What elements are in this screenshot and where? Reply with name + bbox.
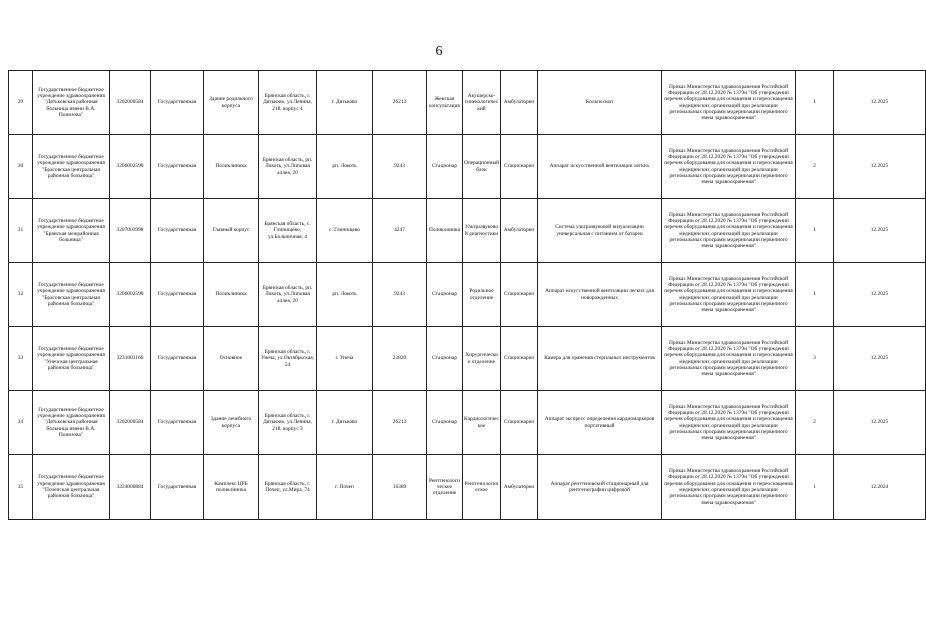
equipment-quantity: 1 [796,71,834,135]
equipment-quantity: 1 [796,455,834,520]
care-conditions: Стационарно [501,391,538,455]
equipment-name: Аппарат искусственной вентиляции легких для новорожденных [538,263,662,327]
page-number: 6 [435,44,443,59]
building-address: Брянская область, г. Дятьково, ул.Ленина, 218, корпус 4 [259,71,317,135]
table-row [9,135,926,199]
legal-basis: Приказ Министерства здравоохранения Российской Федерации от 28.12.2020 № 1379н "Об утверждении перечня оборудования для оснащения и переоснащения медицинских организаций при реализации региональных программ модернизации первичного звена здравоохранения" [662,199,796,263]
locality-name: г. Дятьково [317,71,373,135]
building-name: Поликлиника [204,135,259,199]
row-number: 33 [9,327,33,391]
ownership-form: Государственная [151,391,204,455]
equipment-quantity: 2 [796,135,834,199]
care-conditions: Стационарно [501,327,538,391]
row-number: 35 [9,455,33,520]
ownership-form: Государственная [151,455,204,520]
organization-name: Государственное бюджетное учреждение здравоохранения "Унечская центральная районная больница" [33,327,110,391]
row-number: 34 [9,391,33,455]
equipment-name: Камера для хранения стерильных инструментов [538,327,662,391]
locality-code: 22820 [373,327,427,391]
row-number: 30 [9,135,33,199]
department-type: Рентгенологическое отделение [427,455,463,520]
organization-code: 3206002590 [110,135,151,199]
ownership-form: Государственная [151,199,204,263]
row-number: 29 [9,71,33,135]
organization-code: 3231001166 [110,327,151,391]
care-conditions: Стационарно [501,135,538,199]
organization-code: 3202000584 [110,391,151,455]
department-unit: Операционный блок [463,135,501,199]
building-address: Брянская область, с. Глинищево, ул.Больничная, 4 [259,199,317,263]
building-name: Комплекс ЦРБ поликлиника [204,455,259,520]
row-number: 31 [9,199,33,263]
legal-basis: Приказ Министерства здравоохранения Российской Федерации от 28.12.2020 № 1379н "Об утверждении перечня оборудования для оснащения и переоснащения медицинских организаций при реализации региональных программ модернизации первичного звена здравоохранения" [662,327,796,391]
equipment-name: Аппарат экспресс определения кардиомаркеров портативный [538,391,662,455]
building-name: Здание лечебного корпуса [204,391,259,455]
locality-code: 26213 [373,71,427,135]
organization-code: 3207003998 [110,199,151,263]
department-unit: Рентгенологическое [463,455,501,520]
equipment-quantity: 2 [796,391,834,455]
table-row [9,263,926,327]
ownership-form: Государственная [151,263,204,327]
ownership-form: Государственная [151,71,204,135]
equipment-name: Аппарат искусственной вентиляции легких [538,135,662,199]
organization-code: 3202000584 [110,71,151,135]
building-address: Брянская область, г. Почеп, ул.Мира, 74 [259,455,317,520]
delivery-date: 12.2024 [834,455,926,520]
department-unit: Кардиологическое [463,391,501,455]
table-row [9,199,926,263]
legal-basis: Приказ Министерства здравоохранения Российской Федерации от 28.12.2020 № 1379н "Об утверждении перечня оборудования для оснащения и переоснащения медицинских организаций при реализации региональных программ модернизации первичного звена здравоохранения" [662,391,796,455]
row-number: 32 [9,263,33,327]
building-address: Брянская область, г. Дятьково, ул.Ленина, 218, корпус 3 [259,391,317,455]
legal-basis: Приказ Министерства здравоохранения Российской Федерации от 28.12.2020 № 1379н "Об утверждении перечня оборудования для оснащения и переоснащения медицинских организаций при реализации региональных программ модернизации первичного звена здравоохранения" [662,135,796,199]
department-unit: Хирургическое отделение [463,327,501,391]
organization-name: Государственное бюджетное учреждение здравоохранения "Брасовская центральная районная больница" [33,135,110,199]
care-conditions: Амбулаторно [501,455,538,520]
building-name: Здание родильного корпуса [204,71,259,135]
equipment-table [8,70,926,520]
department-type: Стационар [427,391,463,455]
table-row [9,71,926,135]
table-row [9,455,926,520]
locality-name: г. Унеча [317,327,373,391]
equipment-quantity: 1 [796,199,834,263]
organization-name: Государственное бюджетное учреждение здравоохранения "Почепская центральная районная больница" [33,455,110,520]
care-conditions: Стационарно [501,263,538,327]
locality-name: г. Почеп [317,455,373,520]
ownership-form: Государственная [151,327,204,391]
locality-code: 16389 [373,455,427,520]
department-unit: Родильное отделение [463,263,501,327]
department-unit: Ультразвуковой диагностики [463,199,501,263]
department-unit: Акушерско-гинекологический [463,71,501,135]
locality-name: рп. Локоть [317,135,373,199]
locality-code: 9243 [373,263,427,327]
locality-name: рп. Локоть [317,263,373,327]
delivery-date: 12.2025 [834,327,926,391]
organization-name: Государственное бюджетное учреждение здравоохранения "Брянская межрайонная больница" [33,199,110,263]
organization-name: Государственное бюджетное учреждение здравоохранения "Брасовская центральная районная больница" [33,263,110,327]
locality-name: г. Дятьково [317,391,373,455]
table-row [9,327,926,391]
building-address: Брянская область, рп. Локоть, ул.Липовая аллея, 20 [259,263,317,327]
department-type: Стационар [427,327,463,391]
department-type: Женская консультация [427,71,463,135]
equipment-name: Система ультразвуковой визуализации универсальная с питанием от батареи [538,199,662,263]
building-name: Основное [204,327,259,391]
locality-code: 4247 [373,199,427,263]
equipment-name: Кольпоскоп [538,71,662,135]
locality-code: 26213 [373,391,427,455]
legal-basis: Приказ Министерства здравоохранения Российской Федерации от 28.12.2020 № 1379н "Об утверждении перечня оборудования для оснащения и переоснащения медицинских организаций при реализации региональных программ модернизации первичного звена здравоохранения" [662,263,796,327]
department-type: Поликлиника [427,199,463,263]
delivery-date: 12.2025 [834,71,926,135]
table-row [9,391,926,455]
organization-name: Государственное бюджетное учреждение здравоохранения "Дятьковская районная больница имени В.А. Понизова" [33,71,110,135]
equipment-quantity: 3 [796,327,834,391]
department-type: Стационар [427,135,463,199]
ownership-form: Государственная [151,135,204,199]
building-name: Главный корпус [204,199,259,263]
delivery-date: 12.2025 [834,263,926,327]
legal-basis: Приказ Министерства здравоохранения Российской Федерации от 28.12.2020 № 1379н "Об утверждении перечня оборудования для оснащения и переоснащения медицинских организаций при реализации региональных программ модернизации первичного звена здравоохранения" [662,71,796,135]
delivery-date: 12.2025 [834,391,926,455]
organization-code: 3206002590 [110,263,151,327]
building-name: Поликлиника [204,263,259,327]
equipment-quantity: 1 [796,263,834,327]
building-address: Брянская область, г. Унеча, ул.Октябрьская, 54 [259,327,317,391]
delivery-date: 12.2025 [834,199,926,263]
delivery-date: 12.2025 [834,135,926,199]
organization-name: Государственное бюджетное учреждение здравоохранения "Дятьковская районная больница имени В.А. Понизова" [33,391,110,455]
organization-code: 3224000884 [110,455,151,520]
department-type: Стационар [427,263,463,327]
building-address: Брянская область, рп. Локоть, ул.Липовая аллея, 20 [259,135,317,199]
care-conditions: Амбулаторно [501,71,538,135]
locality-code: 9243 [373,135,427,199]
legal-basis: Приказ Министерства здравоохранения Российской Федерации от 28.12.2020 № 1379н "Об утверждении перечня оборудования для оснащения и переоснащения медицинских организаций при реализации региональных программ модернизации первичного звена здравоохранения" [662,455,796,520]
care-conditions: Амбулаторно [501,199,538,263]
equipment-name: Аппарат рентгеновский стационарный для рентгенографии цифровой [538,455,662,520]
locality-name: с. Глинищево [317,199,373,263]
